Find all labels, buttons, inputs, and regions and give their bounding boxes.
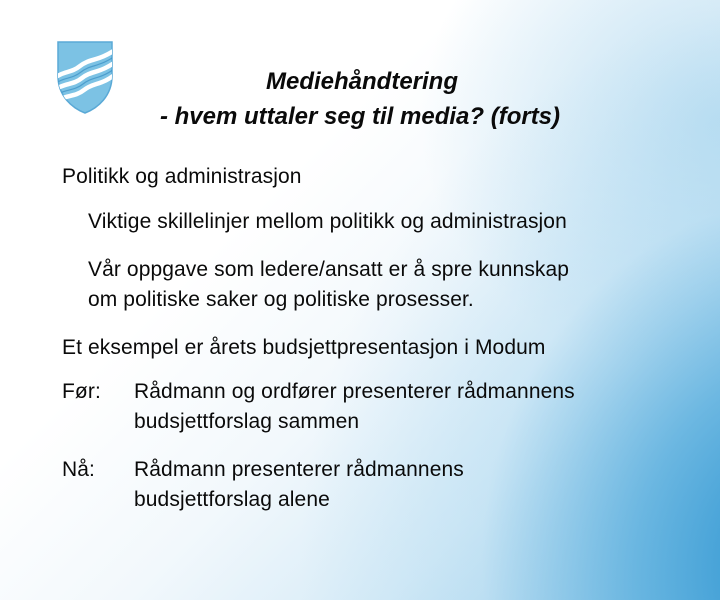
sub-point-task-line-1: Vår oppgave som ledere/ansatt er å spre kunnskap (88, 258, 570, 281)
row-before-label: Før: (62, 380, 101, 403)
row-now-line-1: Rådmann presenterer rådmannens (134, 458, 464, 481)
sub-point-boundaries: Viktige skillelinjer mellom politikk og administrasjon (88, 210, 567, 233)
row-before-text (134, 377, 575, 437)
title-line-2: - hvem uttaler seg til media? (forts) (159, 103, 561, 130)
row-before-line-1: Rådmann og ordfører presenterer rådmannens (134, 380, 575, 403)
title-line-1: Mediehåndtering (265, 68, 458, 95)
slide-title (0, 64, 720, 134)
row-now-label: Nå: (62, 458, 95, 481)
sub-point-task-line-2: om politiske saker og politiske prosesser. (88, 288, 474, 311)
heading-example: Et eksempel er årets budsjettpresentasjon i Modum (62, 336, 546, 359)
sub-point-task (88, 255, 569, 315)
row-now-line-2: budsjettforslag alene (134, 488, 330, 511)
row-now-text (134, 455, 464, 515)
row-before-line-2: budsjettforslag sammen (134, 410, 360, 433)
heading-politics-administration: Politikk og administrasjon (62, 165, 302, 188)
